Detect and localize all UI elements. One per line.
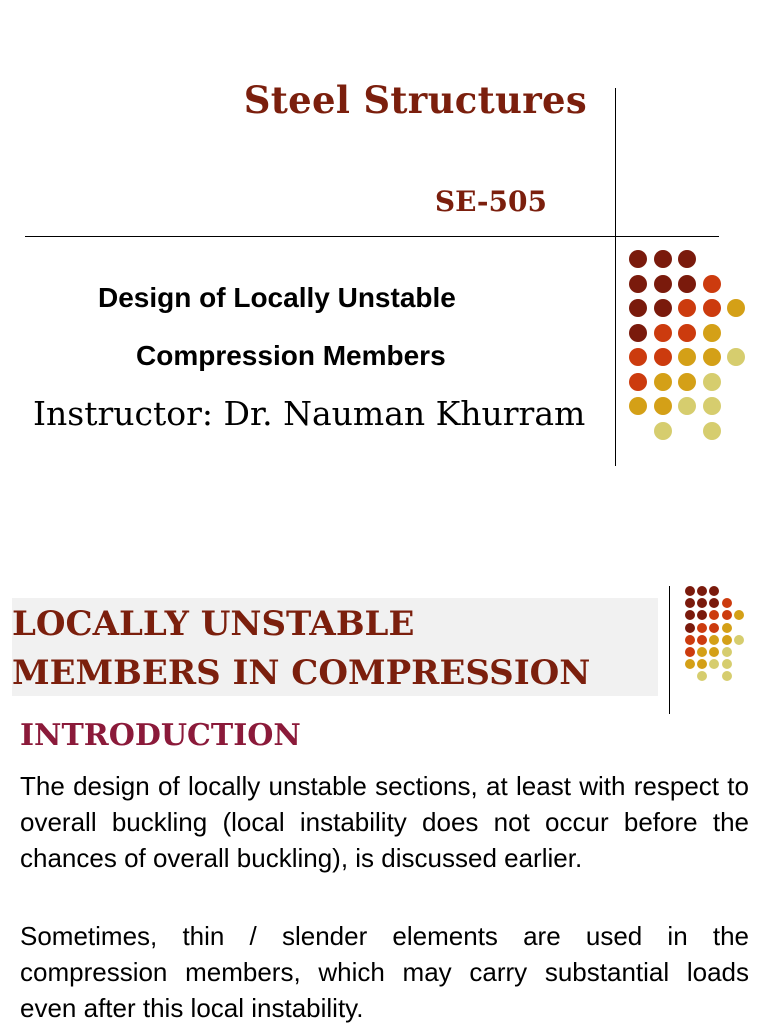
dot <box>709 610 719 620</box>
dot <box>685 635 695 645</box>
dot <box>697 586 707 596</box>
dot <box>697 598 707 608</box>
vertical-divider <box>669 586 670 714</box>
slide-heading-line-2: MEMBERS IN COMPRESSION <box>12 653 591 693</box>
dot <box>722 623 732 633</box>
dot <box>722 647 732 657</box>
subtitle-line-2: Compression Members <box>136 340 446 371</box>
paragraph: Sometimes, thin / slender elements are used in the compression members, which may carry substantial loads even after this local instability. <box>20 921 749 1023</box>
dot <box>678 373 696 391</box>
dot <box>703 373 721 391</box>
dot <box>709 623 719 633</box>
section-title: INTRODUCTION <box>20 718 301 753</box>
dot <box>654 348 672 366</box>
dot <box>722 610 732 620</box>
slide-heading-line-1: LOCALLY UNSTABLE <box>12 604 415 644</box>
dot <box>697 623 707 633</box>
dot <box>654 373 672 391</box>
dot <box>629 397 647 415</box>
dot <box>654 422 672 440</box>
dot <box>734 610 744 620</box>
dot <box>709 647 719 657</box>
dot <box>685 659 695 669</box>
dot <box>685 598 695 608</box>
dot <box>685 647 695 657</box>
dot <box>709 635 719 645</box>
dot <box>629 275 647 293</box>
dot <box>697 635 707 645</box>
dot <box>685 623 695 633</box>
dot <box>703 324 721 342</box>
dot <box>722 598 732 608</box>
dot <box>678 348 696 366</box>
dot <box>685 610 695 620</box>
dot <box>678 324 696 342</box>
dot <box>734 635 744 645</box>
content-slide <box>0 512 768 1024</box>
dot <box>722 635 732 645</box>
instructor-name: Instructor: Dr. Nauman Khurram <box>33 394 586 433</box>
vertical-divider <box>615 88 616 466</box>
dot <box>727 299 745 317</box>
dot <box>722 671 732 681</box>
dot <box>629 250 647 268</box>
dot <box>629 324 647 342</box>
dot <box>654 299 672 317</box>
course-title: Steel Structures <box>243 78 587 122</box>
dot <box>654 397 672 415</box>
course-code: SE-505 <box>434 185 547 218</box>
dot <box>703 397 721 415</box>
dot <box>722 659 732 669</box>
dot <box>654 275 672 293</box>
dot <box>703 275 721 293</box>
dot <box>697 671 707 681</box>
dot <box>709 598 719 608</box>
dot <box>654 324 672 342</box>
dot <box>697 610 707 620</box>
dot <box>703 348 721 366</box>
dot <box>678 397 696 415</box>
dot <box>678 250 696 268</box>
dot <box>629 373 647 391</box>
dot <box>709 586 719 596</box>
dot <box>697 647 707 657</box>
dot <box>709 659 719 669</box>
paragraph: The design of locally unstable sections, at least with respect to overall buckling (local instability does not occur before the chances of overall buckling), is discussed earlier. <box>20 771 749 873</box>
dot <box>678 299 696 317</box>
dot <box>629 348 647 366</box>
dot <box>678 275 696 293</box>
subtitle-line-1: Design of Locally Unstable <box>98 282 456 313</box>
dot <box>654 250 672 268</box>
dot <box>703 299 721 317</box>
dot <box>629 299 647 317</box>
dot <box>697 659 707 669</box>
dot <box>703 422 721 440</box>
dot <box>685 586 695 596</box>
dot <box>727 348 745 366</box>
